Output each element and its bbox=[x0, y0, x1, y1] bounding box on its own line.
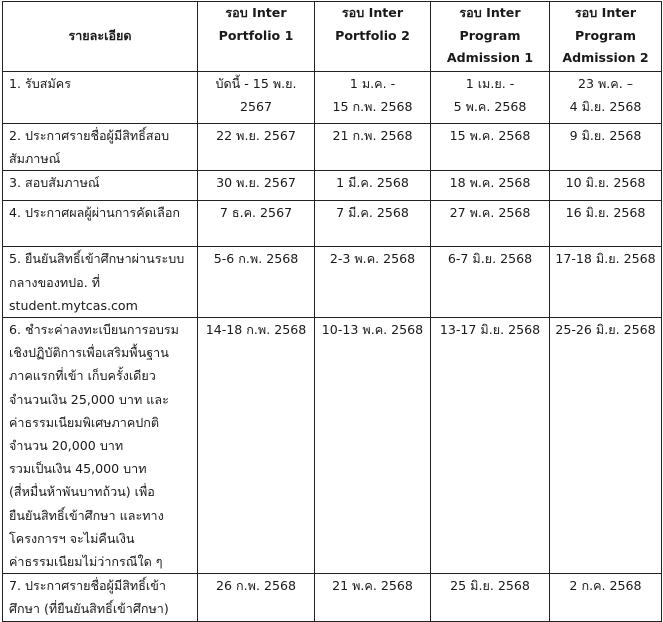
cell-line: 13-17 มิ.ย. 2568 bbox=[439, 322, 541, 338]
admission-2-cell bbox=[550, 201, 662, 247]
cell-line: 1. รับสมัคร bbox=[9, 76, 71, 91]
cell-line: 6. ชำระค่าลงทะเบียนการอบรม bbox=[9, 322, 179, 338]
cell-line: ศึกษา (ที่ยืนยันสิทธิ์เข้าศึกษา) bbox=[9, 601, 169, 617]
portfolio-2-cell bbox=[315, 201, 431, 247]
cell-line: เชิงปฏิบัติการเพื่อเสริมพื้นฐาน bbox=[9, 345, 169, 361]
schedule-table-header bbox=[3, 2, 662, 72]
cell-line: 7. ประกาศรายชื่อผู้มีสิทธิ์เข้า bbox=[9, 578, 166, 594]
portfolio-1-cell bbox=[198, 124, 315, 171]
portfolio-1-cell bbox=[198, 171, 315, 201]
cell-line: Admission 2 bbox=[562, 50, 649, 65]
table-row bbox=[3, 124, 662, 171]
table-row bbox=[3, 318, 662, 574]
cell-line: 17-18 มิ.ย. 2568 bbox=[555, 251, 656, 267]
cell-line: 26 ก.พ. 2568 bbox=[215, 578, 296, 594]
cell-line: Portfolio 2 bbox=[335, 27, 410, 43]
cell-line: รอบ Inter bbox=[574, 5, 637, 20]
cell-line: student.mytcas.com bbox=[9, 297, 138, 313]
detail-cell bbox=[3, 72, 198, 124]
cell-line: 2. ประกาศรายชื่อผู้มีสิทธิ์สอบ bbox=[9, 128, 170, 143]
header-admission-1 bbox=[431, 2, 550, 72]
cell-line: 23 พ.ค. – bbox=[577, 76, 634, 91]
portfolio-1-cell bbox=[198, 201, 315, 247]
header-admission-2 bbox=[550, 2, 662, 72]
admission-1-cell bbox=[431, 72, 550, 124]
cell-line: 1 มี.ค. 2568 bbox=[336, 175, 409, 191]
cell-line: จำนวน 20,000 บาท bbox=[9, 438, 124, 454]
cell-line: Portfolio 1 bbox=[218, 27, 294, 43]
table-row bbox=[3, 72, 662, 124]
cell-line: 6-7 มิ.ย. 2568 bbox=[447, 251, 533, 267]
table-row bbox=[3, 171, 662, 201]
cell-line: Program bbox=[459, 27, 521, 43]
portfolio-1-cell bbox=[198, 247, 315, 318]
cell-line: จำนวนเงิน 25,000 บาท และ bbox=[9, 391, 169, 407]
detail-cell bbox=[3, 171, 198, 201]
schedule-table-body bbox=[3, 72, 662, 622]
cell-line: 14-18 ก.พ. 2568 bbox=[205, 322, 307, 338]
cell-line: บัดนี้ - 15 พ.ย. bbox=[215, 76, 297, 91]
admission-2-cell bbox=[550, 318, 662, 574]
header-portfolio-2 bbox=[315, 2, 431, 72]
cell-line: 1 ม.ค. - bbox=[349, 76, 396, 91]
admission-2-cell bbox=[550, 171, 662, 201]
admission-1-cell bbox=[431, 247, 550, 318]
cell-line: 21 ก.พ. 2568 bbox=[332, 128, 413, 143]
cell-line: 2567 bbox=[239, 99, 273, 115]
cell-line: รายละเอียด bbox=[68, 28, 132, 44]
detail-cell bbox=[3, 247, 198, 318]
cell-line: รอบ Inter bbox=[341, 5, 404, 20]
cell-line: Program bbox=[575, 27, 636, 43]
portfolio-2-cell bbox=[315, 124, 431, 171]
detail-cell bbox=[3, 574, 198, 621]
cell-line: 2-3 พ.ค. 2568 bbox=[329, 251, 416, 267]
cell-line: 7 ธ.ค. 2567 bbox=[219, 205, 293, 221]
cell-line: กลางของทปอ. ที่ bbox=[9, 274, 101, 290]
portfolio-2-cell bbox=[315, 247, 431, 318]
portfolio-1-cell bbox=[198, 318, 315, 574]
header-detail bbox=[3, 2, 198, 72]
cell-line: 25 มิ.ย. 2568 bbox=[450, 578, 530, 594]
cell-line: 3. สอบสัมภาษณ์ bbox=[9, 175, 100, 191]
admission-1-cell bbox=[431, 318, 550, 574]
cell-line: ค่าธรรมเนียมพิเศษภาคปกติ bbox=[9, 414, 160, 430]
detail-cell bbox=[3, 124, 198, 171]
cell-line: 27 พ.ค. 2568 bbox=[449, 205, 531, 221]
admission-2-cell bbox=[550, 247, 662, 318]
cell-line: รอบ Inter bbox=[459, 5, 521, 20]
admission-1-cell bbox=[431, 171, 550, 201]
cell-line: ภาคแรกที่เข้า เก็บครั้งเดียว bbox=[9, 368, 156, 384]
header-row bbox=[3, 2, 662, 72]
table-row bbox=[3, 574, 662, 621]
portfolio-2-cell bbox=[315, 318, 431, 574]
cell-line: 15 พ.ค. 2568 bbox=[449, 128, 531, 143]
cell-line: Admission 1 bbox=[446, 50, 534, 65]
cell-line: 5 พ.ค. 2568 bbox=[453, 99, 527, 115]
cell-line: 21 พ.ค. 2568 bbox=[332, 578, 413, 594]
cell-line: 18 พ.ค. 2568 bbox=[449, 175, 531, 191]
table-row bbox=[3, 247, 662, 318]
admission-1-cell bbox=[431, 124, 550, 171]
detail-cell bbox=[3, 201, 198, 247]
header-portfolio-1 bbox=[198, 2, 315, 72]
table-row bbox=[3, 201, 662, 247]
cell-line: 5. ยืนยันสิทธิ์เข้าศึกษาผ่านระบบ bbox=[9, 251, 185, 267]
cell-line: ค่าธรรมเนียมไม่ว่ากรณีใด ๆ bbox=[9, 554, 163, 570]
detail-cell bbox=[3, 318, 198, 574]
admission-1-cell bbox=[431, 201, 550, 247]
cell-line: 9 มิ.ย. 2568 bbox=[569, 128, 642, 143]
cell-line: 2 ก.ค. 2568 bbox=[569, 578, 642, 594]
cell-line: 4 มิ.ย. 2568 bbox=[569, 99, 642, 115]
cell-line: 10 มิ.ย. 2568 bbox=[565, 175, 646, 191]
cell-line: 10-13 พ.ค. 2568 bbox=[321, 322, 424, 338]
cell-line: 16 มิ.ย. 2568 bbox=[565, 205, 646, 221]
cell-line: 22 พ.ย. 2567 bbox=[216, 128, 296, 143]
admission-2-cell bbox=[550, 574, 662, 621]
portfolio-2-cell bbox=[315, 171, 431, 201]
cell-line: (สี่หมื่นห้าพันบาทถ้วน) เพื่อ bbox=[9, 484, 155, 500]
cell-line: สัมภาษณ์ bbox=[9, 151, 61, 167]
cell-line: 15 ก.พ. 2568 bbox=[332, 99, 413, 115]
cell-line: โครงการฯ จะไม่คืนเงิน bbox=[9, 530, 135, 546]
cell-line: ยืนยันสิทธิ์เข้าศึกษา และทาง bbox=[9, 507, 164, 523]
cell-line: 5-6 ก.พ. 2568 bbox=[213, 251, 299, 267]
cell-line: 25-26 มิ.ย. 2568 bbox=[555, 322, 656, 338]
admission-2-cell bbox=[550, 72, 662, 124]
admission-2-cell bbox=[550, 124, 662, 171]
cell-line: 1 เม.ย. - bbox=[465, 76, 515, 91]
schedule-table bbox=[2, 1, 662, 622]
cell-line: 4. ประกาศผลผู้ผ่านการคัดเลือก bbox=[9, 205, 181, 221]
admission-1-cell bbox=[431, 574, 550, 621]
cell-line: รอบ Inter bbox=[225, 5, 287, 20]
cell-line: 30 พ.ย. 2567 bbox=[216, 175, 296, 191]
portfolio-1-cell bbox=[198, 72, 315, 124]
portfolio-1-cell bbox=[198, 574, 315, 621]
portfolio-2-cell bbox=[315, 72, 431, 124]
portfolio-2-cell bbox=[315, 574, 431, 621]
cell-line: 7 มี.ค. 2568 bbox=[336, 205, 409, 221]
cell-line: รวมเป็นเงิน 45,000 บาท bbox=[9, 461, 147, 477]
